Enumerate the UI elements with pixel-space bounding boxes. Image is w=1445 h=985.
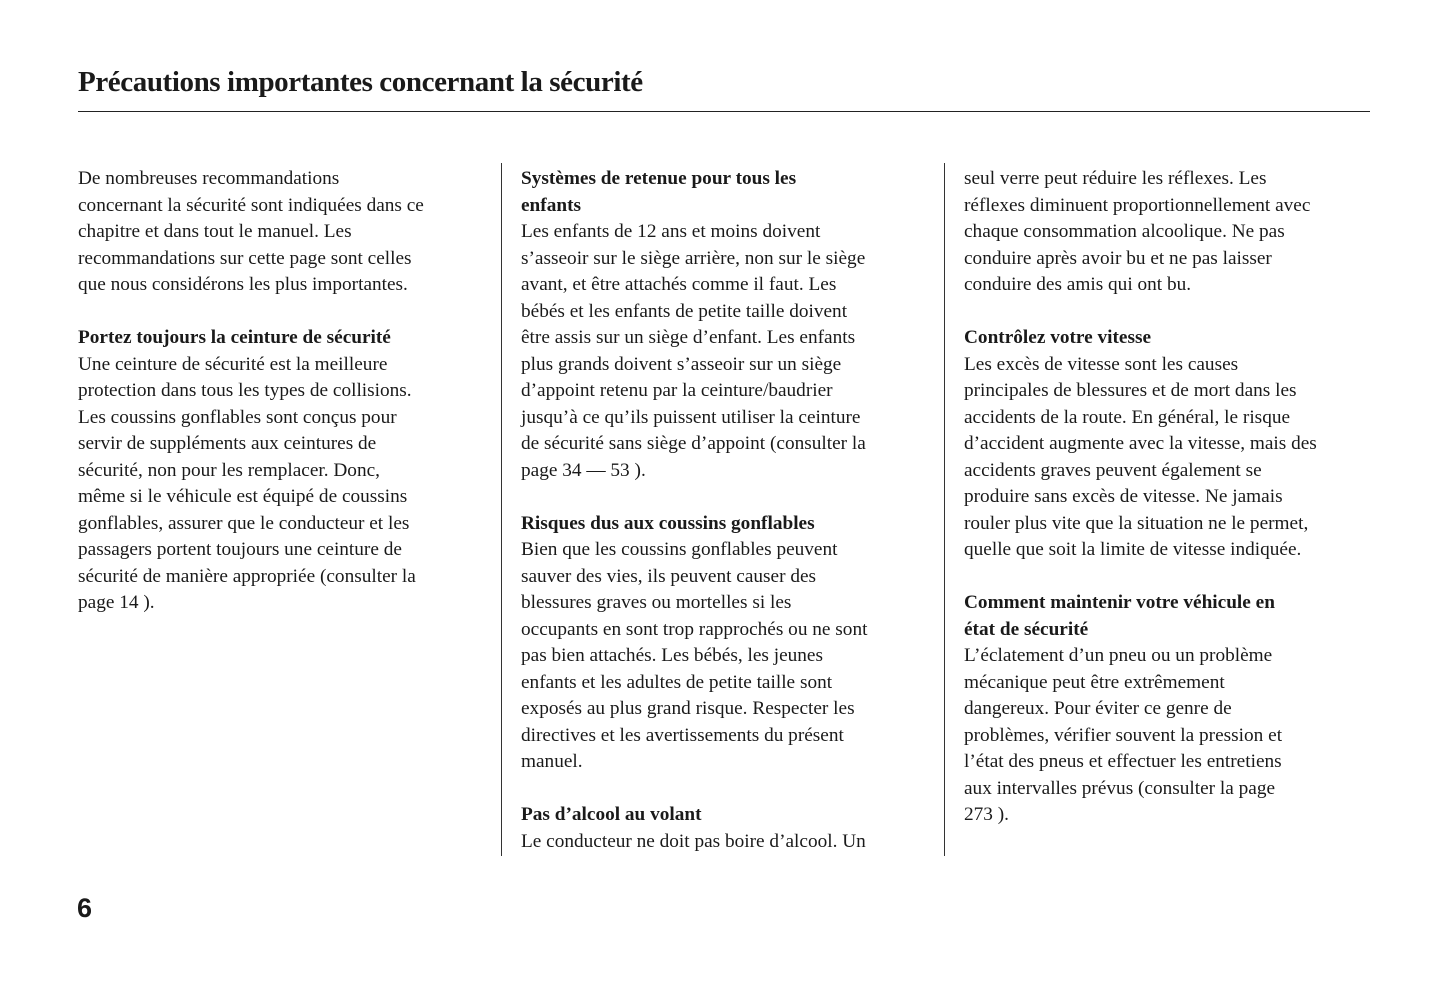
paragraph-line: exposés au plus grand risque. Respecter les — [521, 698, 855, 719]
paragraph-line: Les enfants de 12 ans et moins doivent — [521, 221, 821, 242]
paragraph-line: occupants en sont trop rapprochés ou ne sont — [521, 618, 868, 640]
paragraph-line: l’état des pneus et effectuer les entretiens — [964, 751, 1282, 772]
column-divider — [501, 163, 502, 856]
paragraph-line: accidents de la route. En général, le risque — [964, 406, 1291, 428]
column-divider — [944, 163, 945, 856]
paragraph-line: protection dans tous les types de collisions. — [78, 380, 412, 401]
section-heading: Comment maintenir votre véhicule en — [964, 592, 1275, 613]
paragraph-line: Le conducteur ne doit pas boire d’alcool. Un — [521, 830, 866, 852]
paragraph-line: bébés et les enfants de petite taille doivent — [521, 300, 848, 322]
paragraph-line: gonflables, assurer que le conducteur et les — [78, 512, 410, 534]
paragraph-line: conduire des amis qui ont bu. — [964, 274, 1192, 295]
paragraph-line: jusqu’à ce qu’ils puissent utiliser la ceinture — [521, 406, 861, 428]
paragraph-line: que nous considérons les plus importantes. — [78, 274, 408, 295]
paragraph-line: seul verre peut réduire les réflexes. Les — [964, 168, 1267, 189]
paragraph-line: mécanique peut être extrêmement — [964, 671, 1225, 693]
paragraph-line: passagers portent toujours une ceinture de — [78, 539, 402, 560]
paragraph-line: problèmes, vérifier souvent la pression et — [964, 724, 1283, 746]
paragraph-line: quelle que soit la limite de vitesse indiquée. — [964, 539, 1302, 560]
page-number: 6 — [77, 893, 93, 923]
paragraph-line: Une ceinture de sécurité est la meilleure — [78, 353, 388, 375]
section-heading: Systèmes de retenue pour tous les — [521, 168, 797, 189]
paragraph-line: chaque consommation alcoolique. Ne pas — [964, 221, 1285, 242]
section-heading: état de sécurité — [964, 618, 1089, 640]
text-column-3 — [964, 166, 1376, 829]
paragraph-line: rouler plus vite que la situation ne le permet, — [964, 512, 1309, 534]
paragraph-line: avant, et être attachés comme il faut. Les — [521, 274, 837, 295]
paragraph-line: page 34 — 53 ). — [521, 459, 646, 481]
section-heading: Contrôlez votre vitesse — [964, 327, 1152, 348]
paragraph-line: Les excès de vitesse sont les causes — [964, 353, 1239, 375]
paragraph-line: produire sans excès de vitesse. Ne jamais — [964, 486, 1283, 507]
paragraph-line: pas bien attachés. Les bébés, les jeunes — [521, 645, 823, 666]
paragraph-line: réflexes diminuent proportionnellement avec — [964, 194, 1311, 216]
paragraph-line: concernant la sécurité sont indiquées dans ce — [78, 194, 424, 216]
paragraph-line: s’asseoir sur le siège arrière, non sur le siège — [521, 247, 866, 269]
page-title: Précautions importantes concernant la sécurité — [78, 66, 643, 98]
paragraph-line: de sécurité sans siège d’appoint (consulter la — [521, 433, 866, 454]
paragraph-line: directives et les avertissements du présent — [521, 724, 844, 746]
paragraph-line: conduire après avoir bu et ne pas laisser — [964, 247, 1272, 269]
paragraph-line: recommandations sur cette page sont celles — [78, 247, 412, 269]
paragraph-gap — [78, 299, 490, 326]
paragraph-gap — [964, 564, 1376, 591]
paragraph-gap — [521, 484, 933, 511]
section-heading: Pas d’alcool au volant — [521, 804, 702, 825]
text-column-1 — [78, 166, 490, 617]
paragraph-line: accidents graves peuvent également se — [964, 459, 1262, 481]
paragraph-line: enfants et les adultes de petite taille sont — [521, 671, 833, 693]
paragraph-line: manuel. — [521, 751, 583, 772]
paragraph-line: page 14 ). — [78, 592, 155, 613]
paragraph-line: d’accident augmente avec la vitesse, mais des — [964, 433, 1317, 454]
paragraph-line: aux intervalles prévus (consulter la page — [964, 777, 1276, 799]
paragraph-line: 273 ). — [964, 804, 1009, 825]
paragraph-line: chapitre et dans tout le manuel. Les — [78, 221, 352, 242]
paragraph-line: d’appoint retenu par la ceinture/baudrier — [521, 380, 833, 401]
paragraph-line: sauver des vies, ils peuvent causer des — [521, 565, 817, 587]
paragraph-line: plus grands doivent s’asseoir sur un siège — [521, 353, 842, 375]
title-divider — [78, 111, 1370, 112]
paragraph-line: Les coussins gonflables sont conçus pour — [78, 406, 397, 428]
paragraph-gap — [964, 299, 1376, 326]
paragraph-line: dangereux. Pour éviter ce genre de — [964, 698, 1232, 719]
paragraph-line: De nombreuses recommandations — [78, 168, 340, 189]
paragraph-line: sécurité, non pour les remplacer. Donc, — [78, 459, 380, 481]
section-heading: enfants — [521, 194, 581, 216]
paragraph-line: L’éclatement d’un pneu ou un problème — [964, 645, 1273, 666]
section-heading: Portez toujours la ceinture de sécurité — [78, 327, 391, 348]
paragraph-line: servir de suppléments aux ceintures de — [78, 433, 377, 454]
paragraph-line: Bien que les coussins gonflables peuvent — [521, 539, 838, 560]
paragraph-line: sécurité de manière appropriée (consulter la — [78, 565, 416, 587]
paragraph-line: blessures graves ou mortelles si les — [521, 592, 792, 613]
paragraph-gap — [521, 776, 933, 803]
text-column-2 — [521, 166, 933, 855]
paragraph-line: principales de blessures et de mort dans les — [964, 380, 1297, 401]
section-heading: Risques dus aux coussins gonflables — [521, 512, 815, 534]
paragraph-line: être assis sur un siège d’enfant. Les enfants — [521, 327, 856, 348]
paragraph-line: même si le véhicule est équipé de coussins — [78, 486, 408, 507]
